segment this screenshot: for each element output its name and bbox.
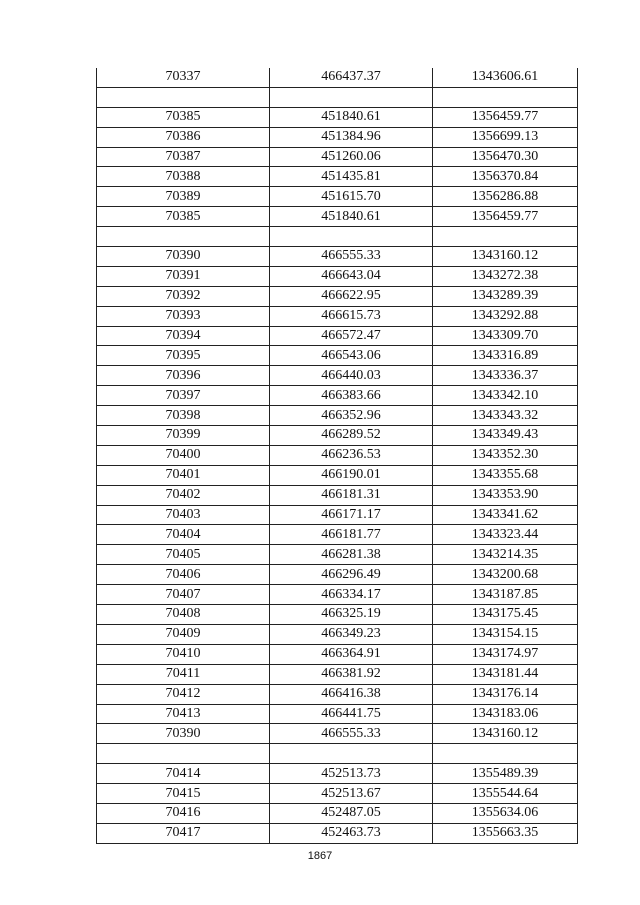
y-coordinate-cell: 1343181.44 [433, 664, 578, 684]
y-coordinate-cell: 1343292.88 [433, 306, 578, 326]
table-row [97, 485, 578, 505]
point-id-cell: 70387 [97, 147, 270, 167]
table-row [97, 744, 578, 764]
point-id-cell: 70409 [97, 624, 270, 644]
x-coordinate-cell: 466441.75 [270, 704, 433, 724]
y-coordinate-cell [433, 744, 578, 764]
x-coordinate-cell: 466572.47 [270, 326, 433, 346]
point-id-cell: 70386 [97, 127, 270, 147]
table-row [97, 426, 578, 446]
x-coordinate-cell [270, 87, 433, 107]
table-row [97, 445, 578, 465]
table-row [97, 803, 578, 823]
x-coordinate-cell: 466615.73 [270, 306, 433, 326]
y-coordinate-cell: 1356286.88 [433, 187, 578, 207]
table-row [97, 704, 578, 724]
x-coordinate-cell: 466296.49 [270, 565, 433, 585]
table-row [97, 306, 578, 326]
table-row [97, 326, 578, 346]
table-row [97, 505, 578, 525]
table-row [97, 684, 578, 704]
table-row [97, 624, 578, 644]
coordinate-table [96, 68, 578, 844]
point-id-cell [97, 87, 270, 107]
y-coordinate-cell: 1343183.06 [433, 704, 578, 724]
y-coordinate-cell: 1343187.85 [433, 585, 578, 605]
point-id-cell: 70401 [97, 465, 270, 485]
page-number: 1867 [307, 850, 333, 862]
x-coordinate-cell: 466622.95 [270, 286, 433, 306]
x-coordinate-cell: 452513.73 [270, 764, 433, 784]
table-row [97, 366, 578, 386]
point-id-cell: 70413 [97, 704, 270, 724]
y-coordinate-cell: 1343160.12 [433, 724, 578, 744]
table-row [97, 187, 578, 207]
x-coordinate-cell: 466437.37 [270, 68, 433, 87]
table-row [97, 565, 578, 585]
x-coordinate-cell: 451435.81 [270, 167, 433, 187]
x-coordinate-cell: 466381.92 [270, 664, 433, 684]
table-row [97, 167, 578, 187]
point-id-cell: 70337 [97, 68, 270, 87]
y-coordinate-cell: 1343349.43 [433, 426, 578, 446]
point-id-cell: 70393 [97, 306, 270, 326]
point-id-cell: 70388 [97, 167, 270, 187]
point-id-cell: 70385 [97, 107, 270, 127]
y-coordinate-cell: 1356459.77 [433, 207, 578, 227]
x-coordinate-cell: 451615.70 [270, 187, 433, 207]
point-id-cell: 70389 [97, 187, 270, 207]
y-coordinate-cell: 1343174.97 [433, 644, 578, 664]
x-coordinate-cell: 466289.52 [270, 426, 433, 446]
table-row [97, 386, 578, 406]
point-id-cell: 70404 [97, 525, 270, 545]
table-row [97, 127, 578, 147]
point-id-cell: 70392 [97, 286, 270, 306]
x-coordinate-cell: 466181.77 [270, 525, 433, 545]
x-coordinate-cell: 451840.61 [270, 107, 433, 127]
table-row [97, 227, 578, 247]
y-coordinate-cell: 1343214.35 [433, 545, 578, 565]
table-row [97, 107, 578, 127]
y-coordinate-cell: 1343341.62 [433, 505, 578, 525]
y-coordinate-cell: 1343176.14 [433, 684, 578, 704]
point-id-cell: 70415 [97, 784, 270, 804]
point-id-cell: 70397 [97, 386, 270, 406]
table-row [97, 286, 578, 306]
point-id-cell: 70410 [97, 644, 270, 664]
table-row [97, 266, 578, 286]
x-coordinate-cell: 466555.33 [270, 247, 433, 267]
x-coordinate-cell: 466181.31 [270, 485, 433, 505]
x-coordinate-cell: 466281.38 [270, 545, 433, 565]
point-id-cell: 70394 [97, 326, 270, 346]
point-id-cell: 70414 [97, 764, 270, 784]
y-coordinate-cell: 1343154.15 [433, 624, 578, 644]
y-coordinate-cell: 1343342.10 [433, 386, 578, 406]
table-row [97, 346, 578, 366]
y-coordinate-cell: 1343160.12 [433, 247, 578, 267]
point-id-cell: 70399 [97, 426, 270, 446]
point-id-cell: 70403 [97, 505, 270, 525]
point-id-cell: 70390 [97, 247, 270, 267]
y-coordinate-cell: 1355489.39 [433, 764, 578, 784]
y-coordinate-cell: 1343200.68 [433, 565, 578, 585]
y-coordinate-cell [433, 87, 578, 107]
x-coordinate-cell: 466236.53 [270, 445, 433, 465]
x-coordinate-cell: 451384.96 [270, 127, 433, 147]
point-id-cell: 70405 [97, 545, 270, 565]
point-id-cell: 70417 [97, 823, 270, 843]
y-coordinate-cell: 1343272.38 [433, 266, 578, 286]
x-coordinate-cell: 451840.61 [270, 207, 433, 227]
x-coordinate-cell: 466364.91 [270, 644, 433, 664]
point-id-cell: 70406 [97, 565, 270, 585]
y-coordinate-cell: 1343355.68 [433, 465, 578, 485]
x-coordinate-cell: 466416.38 [270, 684, 433, 704]
y-coordinate-cell: 1356370.84 [433, 167, 578, 187]
x-coordinate-cell: 466325.19 [270, 605, 433, 625]
point-id-cell: 70391 [97, 266, 270, 286]
x-coordinate-cell: 451260.06 [270, 147, 433, 167]
y-coordinate-cell: 1356470.30 [433, 147, 578, 167]
x-coordinate-cell: 466440.03 [270, 366, 433, 386]
table-row [97, 784, 578, 804]
y-coordinate-cell: 1343606.61 [433, 68, 578, 87]
x-coordinate-cell: 466383.66 [270, 386, 433, 406]
table-row [97, 764, 578, 784]
y-coordinate-cell: 1355634.06 [433, 803, 578, 823]
point-id-cell: 70412 [97, 684, 270, 704]
y-coordinate-cell: 1343175.45 [433, 605, 578, 625]
y-coordinate-cell [433, 227, 578, 247]
y-coordinate-cell: 1343309.70 [433, 326, 578, 346]
point-id-cell: 70400 [97, 445, 270, 465]
table-row [97, 87, 578, 107]
table-row [97, 68, 578, 87]
y-coordinate-cell: 1343343.32 [433, 406, 578, 426]
table-row [97, 545, 578, 565]
point-id-cell: 70402 [97, 485, 270, 505]
y-coordinate-cell: 1355663.35 [433, 823, 578, 843]
table-body [97, 68, 578, 843]
x-coordinate-cell: 466171.17 [270, 505, 433, 525]
y-coordinate-cell: 1356459.77 [433, 107, 578, 127]
table-row [97, 406, 578, 426]
x-coordinate-cell: 466349.23 [270, 624, 433, 644]
point-id-cell: 70390 [97, 724, 270, 744]
table-row [97, 605, 578, 625]
x-coordinate-cell: 466190.01 [270, 465, 433, 485]
table-row [97, 724, 578, 744]
table-row [97, 465, 578, 485]
y-coordinate-cell: 1343353.90 [433, 485, 578, 505]
table-row [97, 247, 578, 267]
y-coordinate-cell: 1355544.64 [433, 784, 578, 804]
point-id-cell: 70396 [97, 366, 270, 386]
point-id-cell: 70395 [97, 346, 270, 366]
point-id-cell: 70407 [97, 585, 270, 605]
x-coordinate-cell: 466543.06 [270, 346, 433, 366]
y-coordinate-cell: 1343352.30 [433, 445, 578, 465]
y-coordinate-cell: 1343336.37 [433, 366, 578, 386]
x-coordinate-cell [270, 744, 433, 764]
x-coordinate-cell: 466643.04 [270, 266, 433, 286]
x-coordinate-cell: 466352.96 [270, 406, 433, 426]
point-id-cell: 70416 [97, 803, 270, 823]
table-row [97, 525, 578, 545]
y-coordinate-cell: 1356699.13 [433, 127, 578, 147]
point-id-cell: 70411 [97, 664, 270, 684]
x-coordinate-cell: 452487.05 [270, 803, 433, 823]
y-coordinate-cell: 1343316.89 [433, 346, 578, 366]
y-coordinate-cell: 1343323.44 [433, 525, 578, 545]
x-coordinate-cell: 466555.33 [270, 724, 433, 744]
point-id-cell: 70408 [97, 605, 270, 625]
table-row [97, 207, 578, 227]
table-row [97, 823, 578, 843]
x-coordinate-cell: 452513.67 [270, 784, 433, 804]
point-id-cell: 70385 [97, 207, 270, 227]
table-row [97, 644, 578, 664]
x-coordinate-cell [270, 227, 433, 247]
y-coordinate-cell: 1343289.39 [433, 286, 578, 306]
table-row [97, 585, 578, 605]
point-id-cell [97, 744, 270, 764]
table-row [97, 664, 578, 684]
x-coordinate-cell: 466334.17 [270, 585, 433, 605]
point-id-cell [97, 227, 270, 247]
x-coordinate-cell: 452463.73 [270, 823, 433, 843]
table-row [97, 147, 578, 167]
point-id-cell: 70398 [97, 406, 270, 426]
